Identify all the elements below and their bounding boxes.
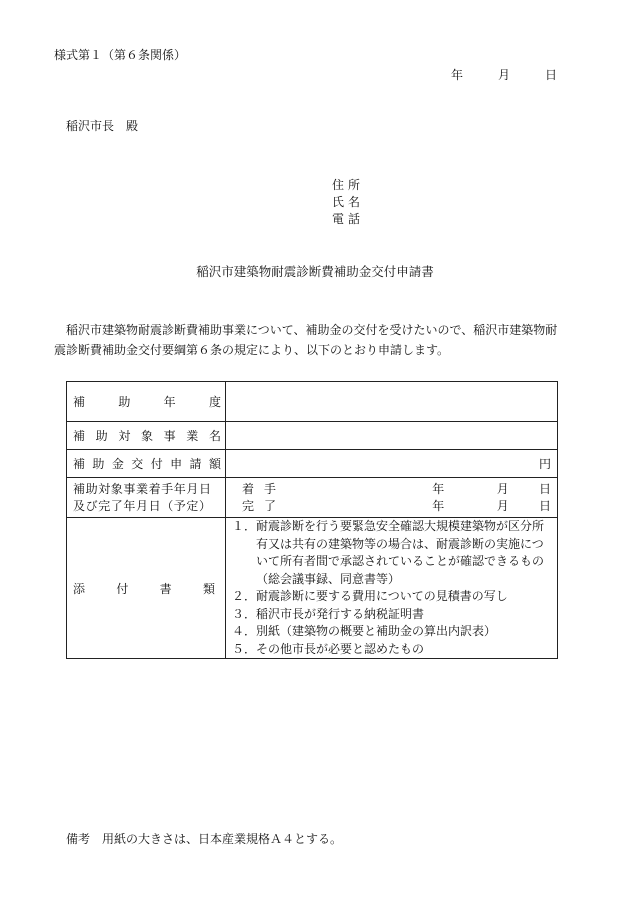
list-item: ５． その他市長が必要と認めたもの — [232, 641, 425, 656]
fiscal-year-value[interactable] — [226, 382, 558, 422]
project-name-value[interactable] — [226, 422, 558, 450]
schedule-value[interactable] — [226, 478, 558, 518]
list-item: ２． 耐震診断に要する費用についての見積書の写し — [232, 589, 508, 603]
addressee: 稲沢市長 殿 — [66, 119, 139, 133]
date-month-label: 月 — [498, 68, 511, 82]
schedule-start-row: 着手 年 月 日 — [242, 481, 551, 496]
attachments-list — [226, 518, 558, 659]
body-text: 稲沢市建築物耐震診断費補助事業について、補助金の交付を受けたいので、稲沢市建築物耐震診断費補助金交付要綱第６条の規定により、以下のとおり申請します。 — [54, 323, 558, 357]
fiscal-year-label: 補 助 年 度 — [67, 382, 226, 422]
list-item: １． 耐震診断を行う要緊急安全確認大規模建築物が区分所有又は共有の建築物等の場合は、耐震診断の実施について所有者間で承認されていることが確認できるもの（総会議事録、同意書等） — [232, 519, 545, 586]
project-name-label: 補 助 対 象 事 業 名 — [67, 422, 226, 450]
list-item: ３． 稲沢市長が発行する納税証明書 — [232, 606, 425, 621]
form-number: 様式第１（第６条関係） — [54, 48, 187, 62]
applicant-name-label: 氏 名 — [332, 195, 361, 209]
remarks: 備考 用紙の大きさは、日本産業規格Ａ４とする。 — [66, 832, 343, 846]
applicant-phone-label: 電 話 — [332, 212, 361, 226]
table-row-schedule — [67, 478, 558, 518]
attachments-label: 添 付 書 類 — [67, 518, 226, 659]
amount-unit: 円 — [538, 457, 551, 471]
list-item: ４． 別紙（建築物の概要と補助金の算出内訳表） — [232, 624, 497, 638]
table-row-fiscal-year — [67, 382, 558, 422]
table-row-project-name — [67, 422, 558, 450]
schedule-end-row: 完了 年 月 日 — [242, 498, 551, 513]
amount-value[interactable] — [226, 450, 558, 478]
date-year-label: 年 — [451, 68, 464, 82]
applicant-address-label: 住 所 — [332, 178, 361, 192]
amount-label: 補 助 金 交 付 申 請 額 — [67, 450, 226, 478]
table-row-attachments — [67, 518, 558, 659]
document-title: 稲沢市建築物耐震診断費補助金交付申請書 — [196, 264, 434, 279]
date-day-label: 日 — [545, 68, 558, 82]
application-table — [66, 381, 558, 659]
schedule-label: 補助対象事業着手年月日 及び完了年月日（予定） — [67, 478, 226, 518]
table-row-amount — [67, 450, 558, 478]
